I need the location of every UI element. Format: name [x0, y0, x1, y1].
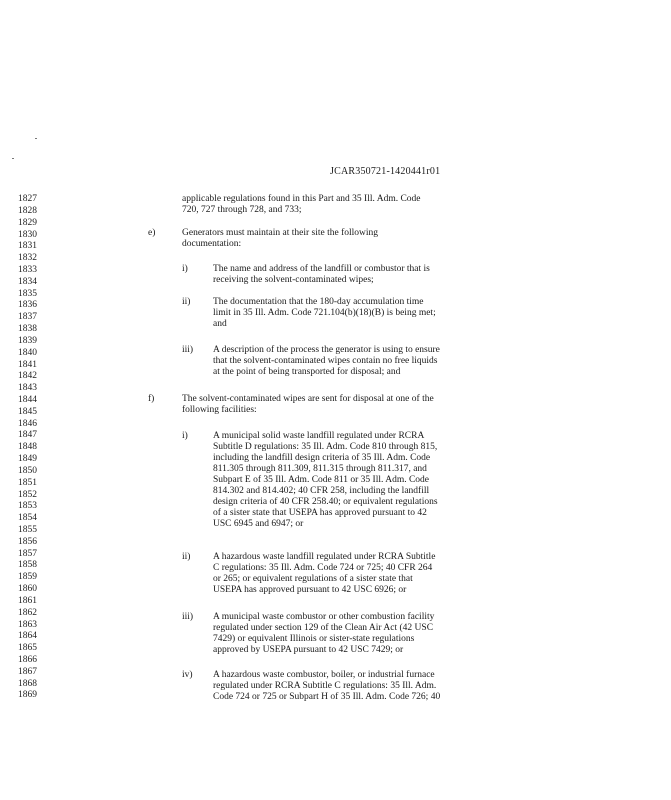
line-number: 1834	[18, 276, 37, 287]
text-line: including the landfill design criteria of 35 Ill. Adm. Code	[213, 453, 431, 463]
subsection-marker: f)	[148, 394, 155, 404]
line-number: 1869	[18, 690, 37, 701]
line-number: 1867	[18, 666, 37, 677]
text-line: Subtitle D regulations: 35 Ill. Adm. Code 810 through 815,	[213, 442, 438, 452]
text-line: A description of the process the generator is using to ensure	[213, 345, 440, 355]
item-marker: i)	[182, 431, 188, 441]
text-line: documentation:	[182, 239, 242, 249]
line-number: 1856	[18, 536, 37, 547]
text-line: limit in 35 Ill. Adm. Code 721.104(b)(18)(B) is being met;	[213, 308, 436, 318]
line-number: 1855	[18, 525, 37, 535]
line-number: 1845	[18, 406, 37, 417]
item-marker: iii)	[182, 612, 194, 622]
line-number: 1832	[18, 253, 37, 264]
line-number: 1842	[18, 371, 37, 382]
text-line: 720, 727 through 728, and 733;	[182, 205, 302, 215]
line-number: 1850	[18, 465, 37, 476]
subsection-marker: e)	[148, 228, 156, 238]
line-number: 1846	[18, 418, 37, 429]
line-number: 1849	[18, 454, 37, 464]
text-line: and	[213, 319, 227, 329]
line-number: 1844	[18, 394, 37, 405]
line-number: 1829	[18, 217, 37, 228]
document-id-header: JCAR350721-1420441r01	[330, 166, 441, 177]
text-line: Subpart E of 35 Ill. Adm. Code 811 or 35 Ill. Adm. Code	[213, 475, 430, 485]
line-number: 1847	[18, 430, 37, 441]
line-number: 1859	[18, 572, 37, 583]
text-line: or 265; or equivalent regulations of a sister state that	[213, 574, 413, 584]
line-number: 1864	[18, 631, 37, 642]
line-number: 1861	[18, 595, 37, 606]
line-number: 1841	[18, 359, 37, 370]
line-number: 1833	[18, 264, 37, 275]
text-line: approved by USEPA pursuant to 42 USC 7429; or	[213, 645, 404, 655]
text-line: C regulations: 35 Ill. Adm. Code 724 or 725; 40 CFR 264	[213, 563, 433, 573]
text-line: 811.305 through 811.309, 811.315 through 811.317, and	[213, 464, 427, 474]
line-number: 1827	[18, 194, 37, 204]
text-line: receiving the solvent-contaminated wipes;	[213, 275, 374, 285]
item-marker: ii)	[182, 552, 191, 562]
line-number: 1853	[18, 501, 37, 512]
text-line: regulated under RCRA Subtitle C regulations: 35 Ill. Adm.	[213, 681, 437, 691]
line-number: 1866	[18, 655, 37, 665]
item-marker: iv)	[182, 670, 193, 680]
text-line: USC 6945 and 6947; or	[213, 519, 304, 529]
text-line: A municipal waste combustor or other combustion facility	[213, 612, 435, 622]
line-number: 1858	[18, 560, 37, 571]
line-number: 1857	[18, 548, 37, 559]
text-line: at the point of being transported for disposal; and	[213, 367, 401, 377]
line-number: 1862	[18, 607, 37, 618]
line-number: 1843	[18, 383, 37, 394]
text-line: of a sister state that USEPA has approved pursuant to 42	[213, 508, 427, 518]
text-line: 7429) or equivalent Illinois or sister-state regulations	[213, 634, 415, 644]
text-line: design criteria of 40 CFR 258.40; or equivalent regulations	[213, 497, 438, 507]
line-number: 1828	[18, 205, 37, 216]
line-number: 1860	[18, 584, 37, 595]
text-line: Code 724 or 725 or Subpart H of 35 Ill. Adm. Code 726; 40	[213, 692, 441, 702]
text-line: The solvent-contaminated wipes are sent for disposal at one of the	[182, 394, 434, 404]
line-number: 1830	[18, 229, 37, 240]
line-number: 1837	[18, 312, 37, 323]
item-marker: ii)	[182, 297, 191, 307]
line-number: 1836	[18, 300, 37, 311]
text-line: The name and address of the landfill or combustor that is	[213, 264, 430, 274]
text-line: The documentation that the 180-day accumulation time	[213, 297, 424, 307]
item-marker: i)	[182, 264, 188, 274]
line-number: 1865	[18, 643, 37, 654]
text-line: 814.302 and 814.402; 40 CFR 258, including the landfill	[213, 486, 430, 496]
line-number: 1863	[18, 619, 37, 630]
text-line: A hazardous waste combustor, boiler, or industrial furnace	[213, 670, 435, 680]
line-number: 1831	[18, 241, 37, 252]
scan-speck	[12, 158, 14, 159]
line-number: 1852	[18, 489, 37, 500]
line-number: 1838	[18, 324, 37, 334]
line-number: 1854	[18, 513, 37, 524]
line-number: 1848	[18, 442, 37, 453]
line-number: 1839	[18, 335, 37, 346]
text-line: applicable regulations found in this Part and 35 Ill. Adm. Code	[182, 194, 421, 204]
line-number: 1835	[18, 288, 37, 299]
text-line: following facilities:	[182, 405, 257, 415]
text-line: Generators must maintain at their site the following	[182, 228, 379, 238]
scan-speck	[35, 138, 37, 139]
line-number: 1840	[18, 347, 37, 358]
line-number: 1868	[18, 678, 37, 689]
text-line: A hazardous waste landfill regulated under RCRA Subtitle	[213, 552, 436, 562]
text-line: that the solvent-contaminated wipes contain no free liquids	[213, 356, 438, 366]
text-line: A municipal solid waste landfill regulated under RCRA	[213, 431, 425, 441]
item-marker: iii)	[182, 345, 194, 355]
text-line: USEPA has approved pursuant to 42 USC 6926; or	[213, 585, 407, 595]
text-line: regulated under section 129 of the Clean Air Act (42 USC	[213, 623, 434, 633]
line-number: 1851	[18, 477, 37, 488]
